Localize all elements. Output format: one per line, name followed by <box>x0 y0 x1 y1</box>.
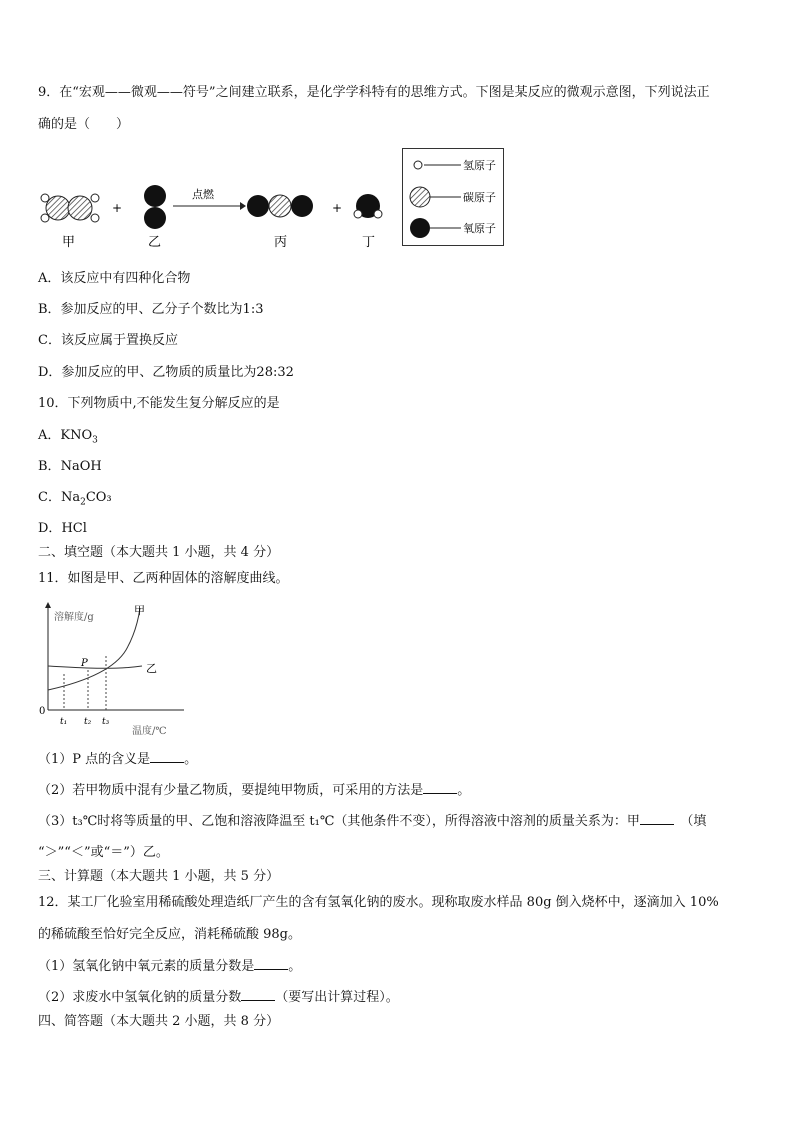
answer-blank[interactable] <box>241 988 275 1001</box>
q11-sub3-line2: “＞”“＜”或“＝”）乙。 <box>38 845 169 860</box>
q9-option-a: A．该反应中有四种化合物 <box>38 271 191 286</box>
q9-option-b: B．参加反应的甲、乙分子个数比为1:3 <box>38 302 264 317</box>
q12-stem-line1: 12．某工厂化验室用稀硫酸处理造纸厂产生的含有氢氧化钠的废水。现称取废水样品 80g 倒入烧杯中，逐滴加入 10% <box>38 895 719 910</box>
q9-option-d: D．参加反应的甲、乙物质的质量比为28:32 <box>38 365 294 380</box>
curve-yi-label: 乙 <box>146 662 157 675</box>
section-2-heading: 二、填空题（本大题共 1 小题，共 4 分） <box>38 545 280 560</box>
solubility-graph <box>34 600 204 740</box>
arrow-label: 点燃 <box>192 188 214 201</box>
answer-blank[interactable] <box>254 957 288 970</box>
q11-stem: 11．如图是甲、乙两种固体的溶解度曲线。 <box>38 571 289 586</box>
label-yi: 乙 <box>148 235 162 250</box>
answer-blank[interactable] <box>423 781 457 794</box>
q9-stem-line1: 9．在“宏观——微观——符号”之间建立联系，是化学学科特有的思维方式。下图是某反应的微观示意图，下列说法正 <box>38 85 710 100</box>
curve-jia-label: 甲 <box>134 604 145 617</box>
q11-sub3: （3）t₃℃时将等质量的甲、乙饱和溶液降温至 t₁℃（其他条件不变），所得溶液中溶剂的质量关系为：甲 （填 <box>38 814 707 829</box>
graph-ylabel: 溶解度/g <box>54 612 94 623</box>
q11-sub2: （2）若甲物质中混有少量乙物质，要提纯甲物质，可采用的方法是 。 <box>38 783 471 798</box>
q11-sub1: （1）P 点的含义是 。 <box>38 752 198 767</box>
q12-sub2: （2）求废水中氢氧化钠的质量分数 （要写出计算过程）。 <box>38 990 399 1005</box>
q10-stem: 10．下列物质中,不能发生复分解反应的是 <box>38 396 280 411</box>
atom-legend <box>402 148 504 246</box>
label-bing: 丙 <box>274 235 288 250</box>
q9-stem-line2: 确的是（ ） <box>38 117 130 132</box>
graph-origin: 0 <box>39 706 46 717</box>
tick-t1: t₁ <box>60 717 68 727</box>
q10-option-c: C．$Na_2CO_3$ <box>38 490 112 508</box>
oxygen-atom-icon <box>410 218 430 238</box>
graph-xlabel: 温度/℃ <box>132 726 167 737</box>
point-p-label: P <box>81 658 88 669</box>
tick-t3: t₃ <box>102 717 110 727</box>
tick-t2: t₂ <box>84 717 92 727</box>
molecule-bing <box>247 195 313 217</box>
q9-option-c: C．该反应属于置换反应 <box>38 333 178 348</box>
legend-hydrogen: 氢原子 <box>463 159 496 172</box>
plus-2: + <box>332 201 343 215</box>
plus-1: + <box>112 201 123 215</box>
answer-blank[interactable] <box>150 750 184 763</box>
curve-yi <box>48 666 142 668</box>
answer-blank[interactable] <box>640 812 674 825</box>
molecule-yi <box>144 185 166 229</box>
label-ding: 丁 <box>362 235 376 250</box>
label-jia: 甲 <box>62 235 76 250</box>
molecule-ding <box>354 194 382 218</box>
carbon-atom-icon <box>410 187 430 207</box>
arrow-head <box>240 202 246 210</box>
q12-stem-line2: 的稀硫酸至恰好完全反应，消耗稀硫酸 98g。 <box>38 927 301 942</box>
section-3-heading: 三、计算题（本大题共 1 小题，共 5 分） <box>38 869 280 884</box>
hydrogen-atom-icon <box>414 161 422 169</box>
legend-oxygen: 氧原子 <box>463 222 496 235</box>
section-4-heading: 四、简答题（本大题共 2 小题，共 8 分） <box>38 1014 280 1029</box>
q10-option-b: B．NaOH <box>38 459 102 474</box>
molecule-jia <box>41 194 99 222</box>
q12-sub1: （1）氢氧化钠中氧元素的质量分数是 。 <box>38 959 302 974</box>
q10-option-a: A．$KNO_3$ <box>38 428 98 446</box>
legend-carbon: 碳原子 <box>463 191 496 204</box>
q10-option-d: D．HCl <box>38 521 87 536</box>
